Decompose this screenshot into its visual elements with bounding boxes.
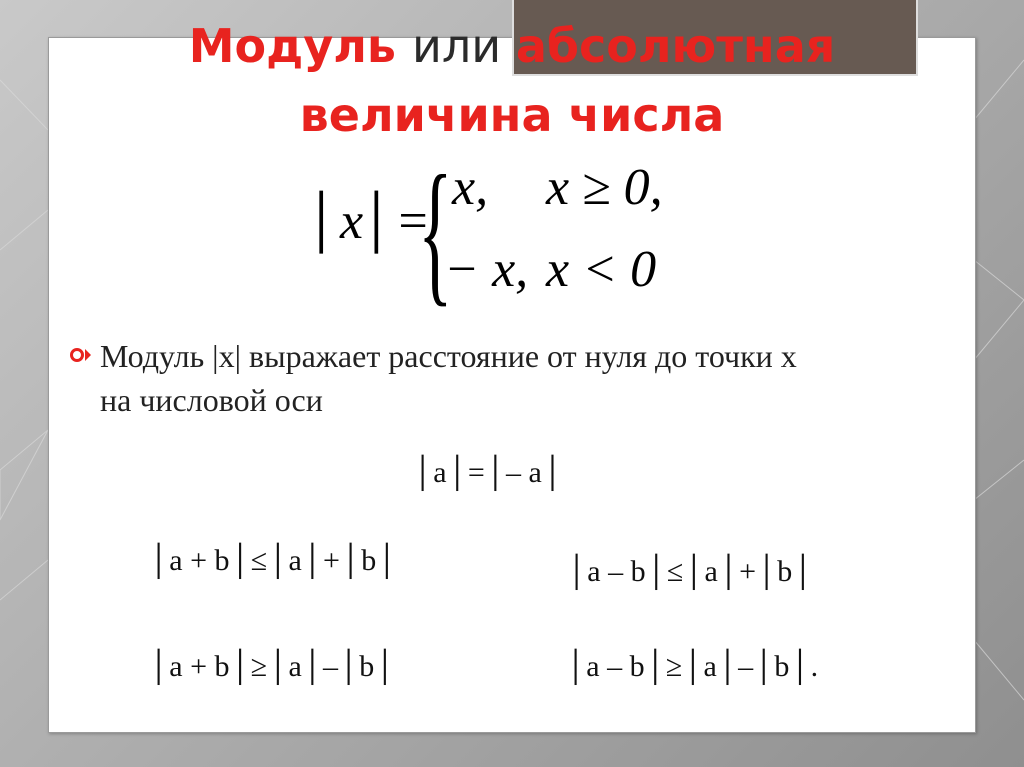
formula-case1-condition: x ≥ 0,: [546, 159, 663, 216]
bullet-marker-icon: [70, 346, 94, 364]
slide-title-line2: величина числа: [299, 88, 725, 142]
property-triangle-sum: │a + b│≤│a│+│b│: [148, 544, 398, 577]
formula-case1-value: x,: [452, 159, 489, 216]
property-symmetry: │a│=│– a│: [412, 456, 564, 489]
title-word-absolute: абсолютная: [515, 19, 836, 73]
formula-brace: {: [418, 142, 453, 320]
formula-case2-condition: x < 0: [546, 241, 657, 298]
abs-definition-formula: [300, 142, 700, 320]
property-triangle-difference: │a – b│≤│a│+│b│: [566, 555, 814, 588]
formula-lhs: │x│=: [308, 193, 431, 250]
formula-case2-value: − x,: [444, 241, 529, 298]
slide-title: [0, 17, 1024, 75]
title-word-modulus: Модуль: [188, 19, 412, 73]
title-word-or: или: [412, 19, 516, 73]
bullet-text: [100, 334, 970, 422]
bullet-text-line2: на числовой оси: [100, 382, 323, 418]
property-reverse-triangle-sum: │a + b│≥│a│–│b│: [148, 650, 396, 683]
property-reverse-triangle-difference: │a – b│≥│a│–│b│.: [565, 650, 819, 683]
bullet-text-line1: Модуль |x| выражает расстояние от нуля до точки x: [100, 338, 797, 374]
